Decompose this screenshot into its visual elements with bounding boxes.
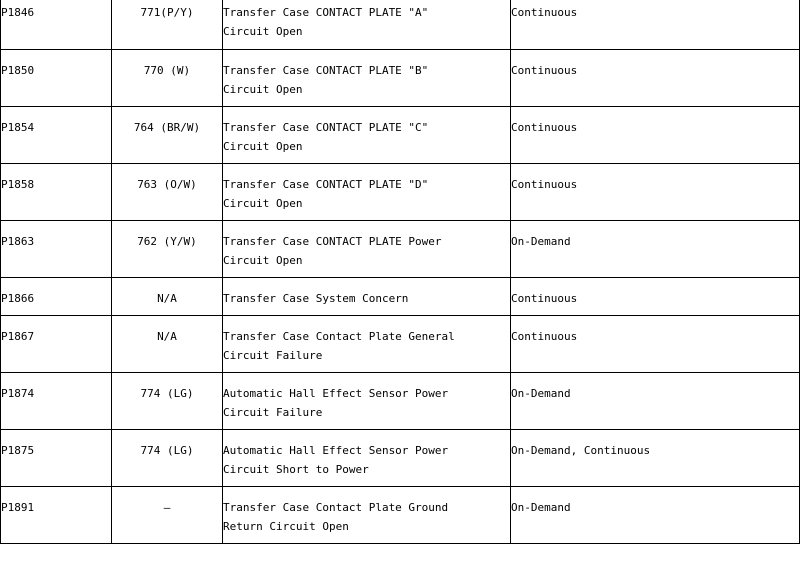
dtc-code: P1858 [1,164,112,221]
dtc-code: P1891 [1,487,112,544]
monitor-type: Continuous [511,0,800,50]
dtc-description [223,316,511,373]
dtc-description [223,430,511,487]
monitor-type: On-Demand, Continuous [511,430,800,487]
table-row [1,107,800,164]
table-row [1,164,800,221]
description-text: Transfer Case CONTACT PLATE "B" Circuit Open [223,64,429,96]
dtc-description [223,50,511,107]
dtc-description [223,373,511,430]
description-text: Transfer Case CONTACT PLATE Power Circuit Open [223,235,442,267]
table-row [1,373,800,430]
table-row [1,430,800,487]
dtc-code: P1867 [1,316,112,373]
circuit-wire: 774 (LG) [112,430,223,487]
description-text: Transfer Case Contact Plate General Circuit Failure [223,330,455,362]
monitor-type: Continuous [511,278,800,316]
monitor-type: On-Demand [511,487,800,544]
description-text: Automatic Hall Effect Sensor Power Circuit Short to Power [223,444,449,476]
monitor-type: On-Demand [511,373,800,430]
dtc-code: P1874 [1,373,112,430]
dtc-code: P1854 [1,107,112,164]
dtc-code: P1875 [1,430,112,487]
description-text: Transfer Case CONTACT PLATE "D" Circuit Open [223,178,429,210]
dtc-description [223,164,511,221]
description-text: Transfer Case CONTACT PLATE "A" Circuit Open [223,6,429,38]
circuit-wire: 764 (BR/W) [112,107,223,164]
description-text: Automatic Hall Effect Sensor Power Circuit Failure [223,387,449,419]
description-text: Transfer Case System Concern [223,292,409,305]
circuit-wire: 762 (Y/W) [112,221,223,278]
dtc-description [223,0,511,50]
circuit-wire: 774 (LG) [112,373,223,430]
dtc-description [223,487,511,544]
table-row [1,278,800,316]
circuit-wire: N/A [112,316,223,373]
description-text: Transfer Case CONTACT PLATE "C" Circuit Open [223,121,429,153]
circuit-wire: N/A [112,278,223,316]
table-row [1,50,800,107]
dtc-description [223,278,511,316]
circuit-wire: 770 (W) [112,50,223,107]
dtc-code: P1846 [1,0,112,50]
monitor-type: Continuous [511,164,800,221]
dtc-description [223,221,511,278]
table-row [1,0,800,50]
circuit-wire: — [112,487,223,544]
dtc-code: P1850 [1,50,112,107]
monitor-type: On-Demand [511,221,800,278]
circuit-wire: 763 (O/W) [112,164,223,221]
monitor-type: Continuous [511,107,800,164]
table-row [1,487,800,544]
table-row [1,316,800,373]
description-text: Transfer Case Contact Plate Ground Return Circuit Open [223,501,449,533]
monitor-type: Continuous [511,50,800,107]
table-row [1,221,800,278]
dtc-code: P1863 [1,221,112,278]
circuit-wire: 771(P/Y) [112,0,223,50]
dtc-code: P1866 [1,278,112,316]
monitor-type: Continuous [511,316,800,373]
dtc-description [223,107,511,164]
